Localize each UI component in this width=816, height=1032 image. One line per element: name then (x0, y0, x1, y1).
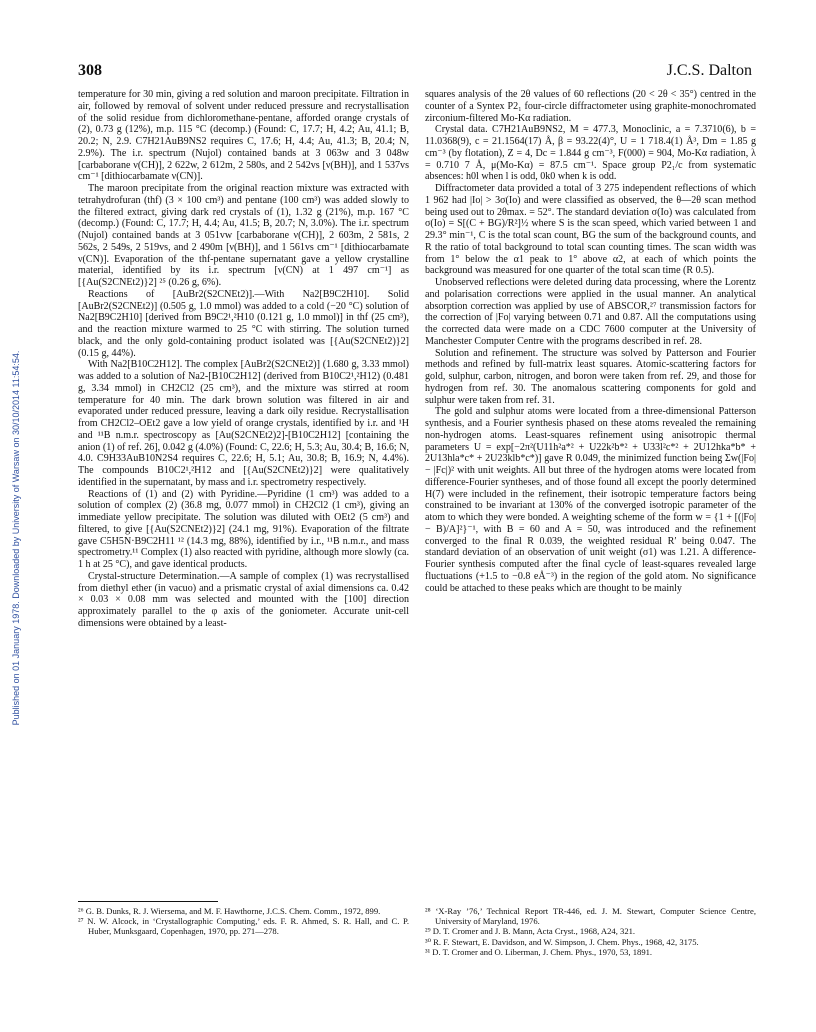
paragraph: Crystal data. C7H21AuB9NS2, M = 477.3, Monoclinic, a = 7.3710(6), b = 11.0368(9), c = 21.1564(17) Å, β = 93.22(4)°, U = 1 718.4(1) Å³, Dm = 1.85 g cm⁻³ (by flotation), Z = 4, Dc = 1.844 g cm⁻³, F(000) = 904, Mo-Kα radiation, λ = 0.710 7 Å, μ(Mo-Kα) = 87.5 cm⁻¹. Space group P2₁/c from systematic absences: h0l when l is odd, 0k0 when k is odd. (425, 124, 756, 183)
paragraph: With Na2[B10C2H12]. The complex [AuBr2(S2CNEt2)] (1.680 g, 3.33 mmol) was added to a solution of Na2-[B10C2H12] (derived from B10C2¹,²H12) (0.481 g, 3.34 mmol) in CH2Cl2 (25 cm³), and the mixture was stirred at room temperature for 40 min. The dark brown solution was filtered in air and evaporated under reduced pressure, leaving a dark oily residue. Recrystallisation from CH2Cl2–OEt2 gave a low yield of orange crystals, identified by i.r. and ¹H and ¹¹B n.m.r. spectroscopy as [Au(S2CNEt2)2]-[B10C2H12] [containing the anion (1) of ref. 26], 0.042 g (4.0%) (Found: C, 22.6; H, 5.3; Au, 30.4; B, 16.6; N, 4.0. C9H33AuB10N2S4 requires C, 22.6; H, 5.1; Au, 30.8; B, 16.9; N, 4.4%). The compounds B10C2¹,²H12 and [{Au(S2CNEt2)}2] were qualitatively identified in the supernatant, by mass and i.r. spectrometry respectively. (78, 359, 409, 488)
paragraph: The maroon precipitate from the original reaction mixture was extracted with tetrahydrofuran (thf) (3 × 100 cm³) and pentane (100 cm³) was added slowly to the filtered extract, giving dark red crystals of (1), 1.32 g (21%), m.p. 167 °C (decomp.) (Found: C, 17.7; H, 4.4; Au, 41.5; B, 20.7; N, 3.0%). The i.r. spectrum (Nujol) contained bands at 3 051vw [carbaborane ν(CH)], 2 603m, 2 581s, 2 562s, 2 549s, 2 519vs, and 2 490m [ν(BH)], and 1 561vs cm⁻¹ [dithiocarbamate ν(CN)]. Evaporation of the thf-pentane supernatant gave a yellow crystalline material, identified by its i.r. spectrum [ν(CN) at 1 497 cm⁻¹] as [{Au(S2CNEt2)}2] ²⁵ (0.26 g, 6%). (78, 183, 409, 288)
right-column (425, 89, 756, 594)
paragraph: Solution and refinement. The structure was solved by Patterson and Fourier methods and refined by full-matrix least squares. Atomic-scattering factors for gold, sulphur, carbon, nitrogen, and boron were taken from ref. 29, and those for hydrogen from ref. 30. The anomalous scattering components for gold and sulphur were taken from ref. 31. (425, 347, 756, 406)
paragraph: Reactions of [AuBr2(S2CNEt2)].—With Na2[B9C2H10]. Solid [AuBr2(S2CNEt2)] (0.505 g, 1.0 mmol) was added to a cold (−20 °C) solution of Na2[B9C2H10] [derived from B9C2¹,²H10 (0.121 g, 1.0 mmol)] in thf (25 cm³), and the reaction mixture warmed to 25 °C with stirring. The solution turned black, and the only gold-containing product isolated was [{Au(S2CNEt2)}2] (0.15 g, 44%). (78, 288, 409, 359)
paragraph: Diffractometer data provided a total of 3 275 independent reflections of which 1 962 had |Io| > 3σ(Io) and were classified as observed, the θ—2θ scan method being used out to 2θmax. = 52°. The standard deviation σ(Io) was calculated from σ(Io) = S[(C + BG)/R²]½ where S is the scan speed, which varied between 1 and 29.3° min⁻¹, C is the total scan count, BG the sum of the background counts, and R the ratio of total background to total scan counting times. The scan width was from 1° below the α1 peak to 1° above α2, at each of which points the background was measured for one quarter of the total scan time (R 0.5). (425, 183, 756, 277)
download-notice-text: Published on 01 January 1978. Downloaded by University of Warsaw on 30/10/2014 11:54:54. (11, 350, 21, 726)
paragraph: Crystal-structure Determination.—A sample of complex (1) was recrystallised from diethyl ether (in vacuo) and a prismatic crystal of axial dimensions ca. 0.42 × 0.03 × 0.08 mm was selected and mounted with the [100] direction approximately parallel to the φ axis of the goniometer. Accurate unit-cell dimensions were obtained by a least- (78, 570, 409, 629)
footnote: ³¹ D. T. Cromer and O. Liberman, J. Chem. Phys., 1970, 53, 1891. (425, 946, 653, 957)
footnotes-left (78, 901, 409, 937)
footnote-rule (78, 901, 218, 902)
footnote: ²⁶ G. B. Dunks, R. J. Wiersema, and M. F. Hawthorne, J.C.S. Chem. Comm., 1972, 899. (78, 906, 381, 916)
left-column (78, 89, 409, 630)
paragraph: Unobserved reflections were deleted during data processing, where the Lorentz and polarisation corrections were applied in the usual manner. An analytical absorption correction was applied by use of ABSCOR,²⁷ transmission factors for the correction of |Fo| varying between 0.71 and 0.87. All the computations using the corrected data were made on a CDC 7600 computer at the University of Manchester Computer Centre with the programs described in ref. 28. (425, 277, 756, 347)
footnote: ²⁹ D. T. Cromer and J. B. Mann, Acta Cryst., 1968, A24, 321. (425, 926, 636, 937)
footnote: ²⁸ ‘X-Ray ’76,’ Technical Report TR-446, ed. J. M. Stewart, Computer Science Centre, University of Maryland, 1976. (425, 906, 756, 927)
paragraph: The gold and sulphur atoms were located from a three-dimensional Patterson synthesis, and a Fourier synthesis phased on these atoms revealed the remaining non-hydrogen atoms. Least-squares refinement using anisotropic thermal parameters U = exp[−2π²(U11h²a*² + U22k²b*² + U33l²c*² + 2U12hka*b* + 2U13hla*c* + 2U23klb*c*)] gave R 0.049, the minimized function being Σw(|Fo| − |Fc|)² with unit weights. All but three of the hydrogen atoms were located from difference-Fourier syntheses, and of those found all except the poorly determined H(7) were included in the refinement, their isotropic temperature factors being constrained to be invariant at 130% of the converged isotropic parameter of the atom to which they were bonded. A weighting scheme of the form w = {1 + [(|Fo| − B)/A]²}⁻¹, with B = 60 and A = 50, was introduced and the refinement converged to the final R 0.039, the weighted residual R′ being 0.047. The standard deviation of an observation of unit weight (σ1) was 1.21. A difference-Fourier synthesis computed after the final cycle of least-squares revealed large fluctuations (+1.5 to −0.8 eÅ⁻³) in the region of the gold atom. No significance could be attached to these peaks which are thought to be mainly (425, 406, 756, 594)
paragraph: temperature for 30 min, giving a red solution and maroon precipitate. Filtration in air, followed by removal of solvent under reduced pressure and recrystallisation of the solid residue from dichloromethane-pentane, afforded orange crystals of (2), 0.73 g (12%), m.p. 115 °C (decomp.) (Found: C, 17.7; H, 4.2; Au, 41.1; B, 20.2; N, 2.9. C7H21AuB9NS2 requires C, 17.6; H, 4.4; Au, 41.3; B, 20.4; N, 2.9%). The i.r. spectrum (Nujol) contained bands at 3 063w and 3 048w [carbaborane ν(CH)], 2 622w, 2 612m, 2 580s, and 2 542vs [ν(BH)], and 1 537vs cm⁻¹ [dithiocarbamate ν(CN)]. (78, 89, 409, 183)
download-notice (8, 148, 24, 928)
paragraph: Reactions of (1) and (2) with Pyridine.—Pyridine (1 cm³) was added to a solution of complex (2) (36.8 mg, 0.077 mmol) in CH2Cl2 (1 cm³), giving an immediate yellow precipitate. The solution was diluted with OEt2 (5 cm³) and filtered, to give [{Au(S2CNEt2)}2] (24.1 mg, 91%). Evaporation of the filtrate gave C5H5N·B9C2H11 ¹² (14.3 mg, 88%), identified by i.r., ¹¹B n.m.r., and mass spectrometry.¹¹ Complex (1) also reacted with pyridine, although more slowly (ca. 1 h at 25 °C), and gave identical products. (78, 488, 409, 570)
paragraph: squares analysis of the 2θ values of 60 reflections (20 < 2θ < 35°) centred in the counter of a Syntex P2₁ four-circle diffractometer using graphite-monochromated zirconium-filtered Mo-Kα radiation. (425, 89, 756, 124)
footnote: ²⁷ N. W. Alcock, in ‘Crystallographic Computing,’ eds. F. R. Ahmed, S. R. Hall, and C. P. Huber, Munksgaard, Copenhagen, 1970, pp. 271—278. (78, 916, 409, 937)
footnote: ³⁰ R. F. Stewart, E. Davidson, and W. Simpson, J. Chem. Phys., 1968, 42, 3175. (425, 936, 699, 947)
page-number: 308 (78, 62, 102, 79)
journal-title: J.C.S. Dalton (666, 62, 752, 79)
footnotes-right (425, 906, 756, 957)
